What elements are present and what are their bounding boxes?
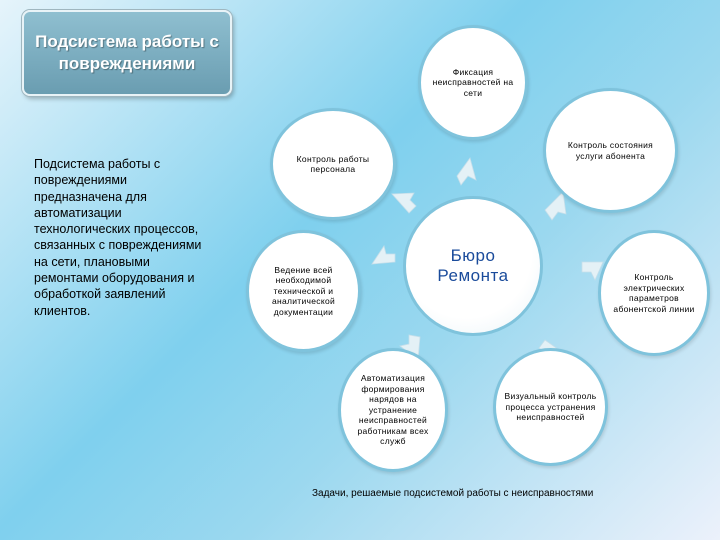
node-personnel: [270, 108, 396, 220]
node-automation: [338, 348, 448, 472]
diagram-caption: Задачи, решаемые подсистемой работы с неисправностями: [312, 488, 594, 499]
description-text: Подсистема работы с повреждениями предназначена для автоматизации технологических процессов, связанных с повреждениями на сети, плановыми ремонтами оборудования и обработкой заявлений клиентов.: [34, 157, 202, 318]
node-documentation-label: Ведение всей необходимой технической и аналитической документации: [271, 264, 336, 317]
node-visual: [493, 348, 608, 466]
node-documentation: [246, 230, 361, 352]
node-fixation-label: Фиксация неисправностей на сети: [432, 66, 514, 98]
node-automation-label: Автоматизация формирования нарядов на устранение неисправностей работникам всех служб: [357, 373, 429, 447]
arrow-to-fixation: [457, 158, 476, 185]
arrow-to-service-state: [545, 192, 566, 220]
node-visual-label: Визуальный контроль процесса устранения неисправностей: [504, 391, 597, 423]
center-node-label: Бюро Ремонта: [437, 246, 509, 285]
page-title: Подсистема работы с повреждениями: [35, 32, 219, 73]
node-service-state: [543, 88, 678, 213]
node-service-state-label: Контроль состояния услуги абонента: [567, 140, 654, 161]
node-electrical-label: Контроль электрических параметров абонентской линии: [613, 272, 695, 314]
arrow-to-personnel: [392, 193, 416, 213]
node-personnel-label: Контроль работы персонала: [296, 153, 370, 174]
center-node: [403, 196, 543, 336]
node-fixation: [418, 25, 528, 140]
arrow-to-documentation: [372, 246, 395, 264]
node-electrical: [598, 230, 710, 356]
